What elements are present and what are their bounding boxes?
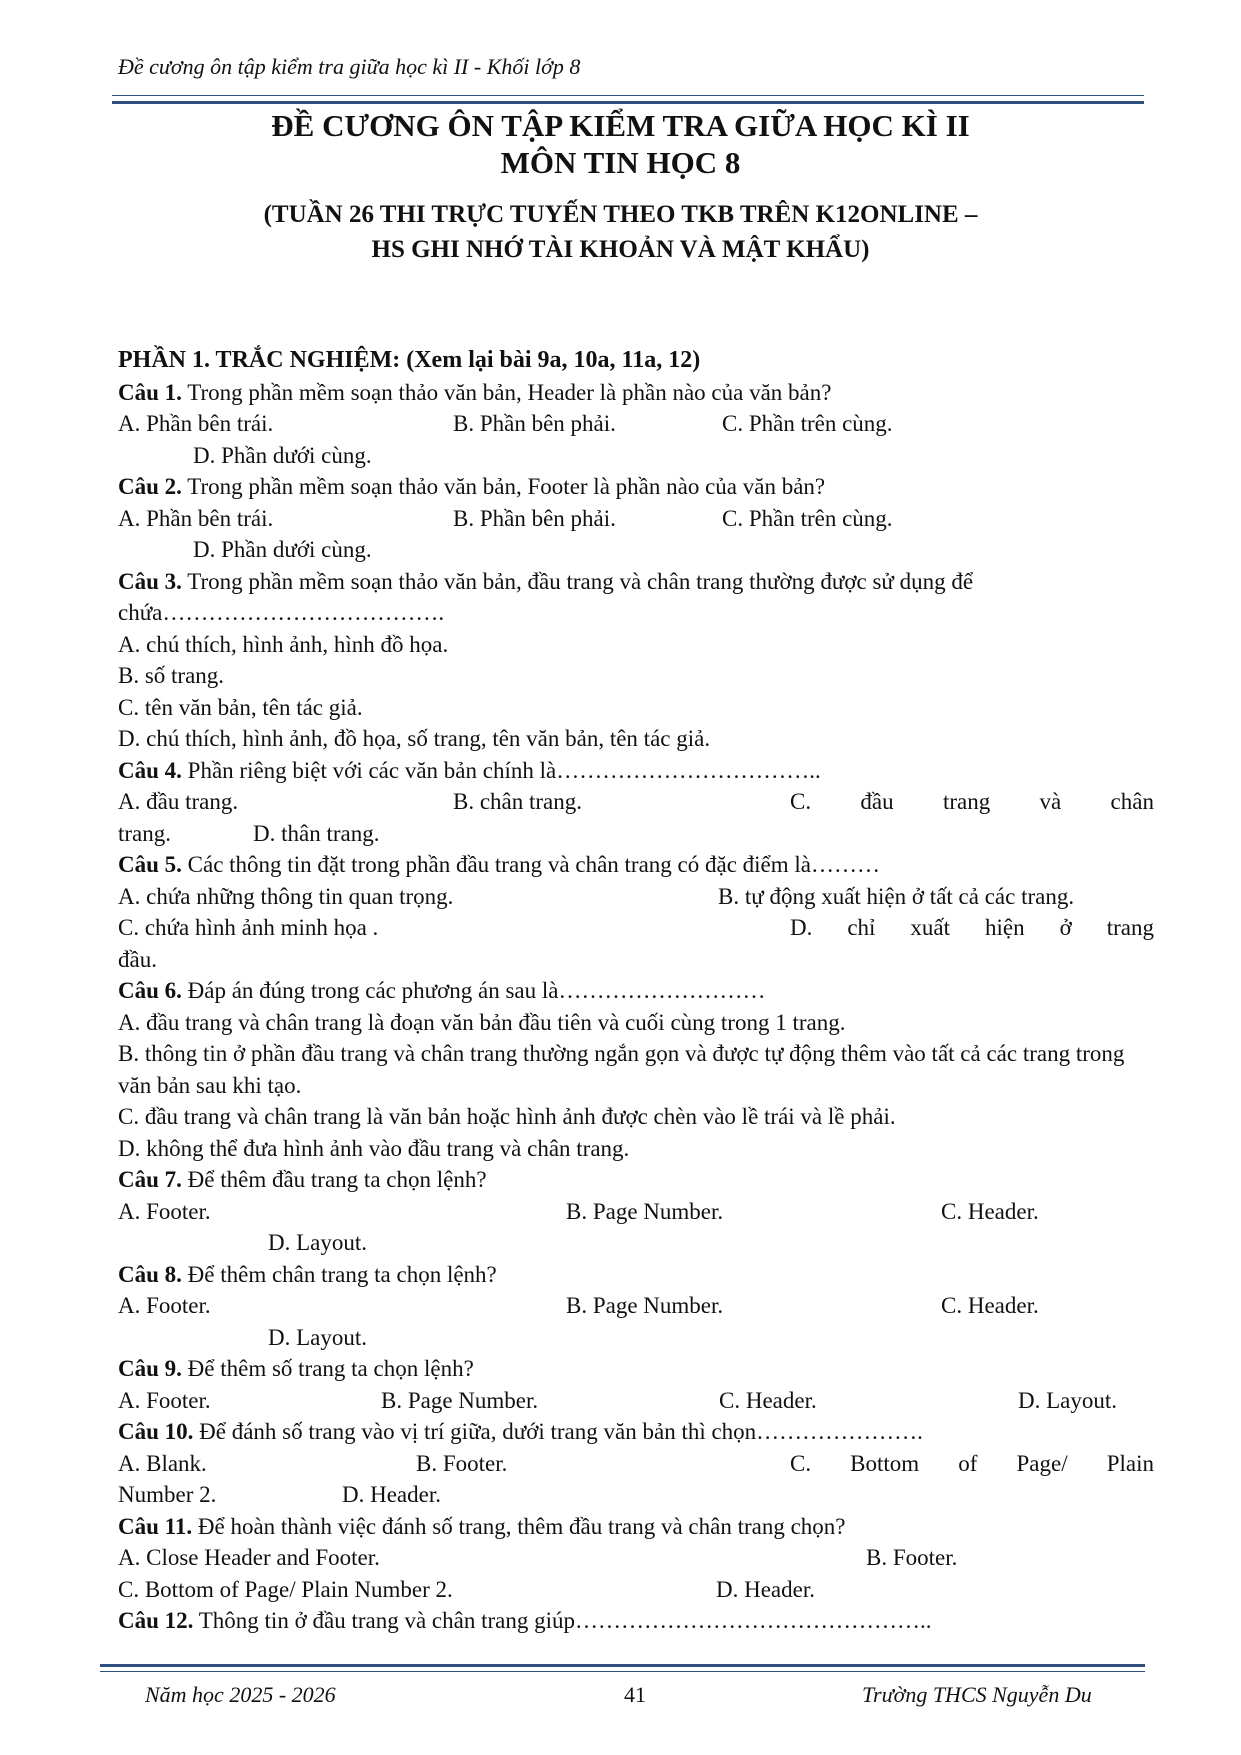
option-b: B. thông tin ở phần đầu trang và chân trang thường ngắn gọn và được tự động thêm vào tất cả các trang trong văn bản sau khi tạo. bbox=[118, 1041, 1125, 1098]
option-c-word: Page/ bbox=[1016, 1450, 1068, 1476]
option-c-word: of bbox=[958, 1450, 978, 1476]
question-text: Để hoàn thành việc đánh số trang, thêm đầu trang và chân trang chọn? bbox=[192, 1513, 846, 1539]
question-label: Câu 12. bbox=[118, 1608, 194, 1633]
options-row bbox=[118, 503, 1154, 535]
option-a: A. Footer. bbox=[118, 1198, 211, 1224]
option-c: C. Bottom of Page/ Plain Number 2. bbox=[118, 1576, 453, 1602]
question-text: Để thêm đầu trang ta chọn lệnh? bbox=[181, 1167, 487, 1192]
option-d bbox=[790, 912, 1154, 944]
option-a: A. Footer. bbox=[118, 1387, 211, 1413]
running-header: Đề cương ôn tập kiểm tra giữa học kì II - Khối lớp 8 bbox=[118, 54, 581, 79]
option-d: D. Layout. bbox=[268, 1230, 368, 1255]
option-b: B. Page Number. bbox=[381, 1387, 539, 1413]
option-c: C. Phần trên cùng. bbox=[722, 411, 893, 436]
question-label: Câu 2. bbox=[118, 474, 182, 499]
option-c-word: C. bbox=[790, 789, 812, 814]
options-row bbox=[118, 818, 1154, 850]
question-text: Để thêm chân trang ta chọn lệnh? bbox=[181, 1261, 497, 1287]
option-d-end: đầu. bbox=[118, 946, 157, 972]
question-11 bbox=[118, 1511, 1154, 1543]
question-1 bbox=[118, 377, 1154, 409]
option-c-end: Number 2. bbox=[118, 1482, 217, 1507]
option-c: C. Header. bbox=[941, 1293, 1039, 1318]
question-4 bbox=[118, 755, 1154, 787]
option-c: C. Header. bbox=[941, 1198, 1039, 1224]
header-rule bbox=[112, 95, 1144, 104]
question-text: Để thêm số trang ta chọn lệnh? bbox=[181, 1356, 474, 1381]
option-a: A. Phần bên trái. bbox=[118, 411, 274, 436]
options-row bbox=[118, 408, 1154, 440]
option-c-word: đầu bbox=[860, 789, 894, 814]
question-label: Câu 11. bbox=[118, 1513, 193, 1539]
question-text: Trong phần mềm soạn thảo văn bản, đầu trang và chân trang thường được sử dụng để chứa………………………………. bbox=[118, 568, 974, 625]
option-d-word: trang bbox=[1106, 915, 1154, 940]
options-row bbox=[118, 1196, 1154, 1228]
option-d: D. Header. bbox=[716, 1576, 815, 1602]
option-a: A. Phần bên trái. bbox=[118, 505, 274, 531]
options-row bbox=[118, 1448, 1154, 1480]
option-d-word: D. bbox=[790, 915, 813, 940]
options-row bbox=[118, 1574, 1154, 1606]
question-label: Câu 9. bbox=[118, 1356, 182, 1381]
option-d: D. Phần dưới cùng. bbox=[193, 537, 372, 562]
option-c: C. Header. bbox=[719, 1387, 817, 1413]
question-text: Trong phần mềm soạn thảo văn bản, Header là phần nào của văn bản? bbox=[181, 379, 832, 405]
option-b: B. tự động xuất hiện ở tất cả các trang. bbox=[718, 883, 1075, 909]
options-row bbox=[118, 912, 1154, 944]
question-5 bbox=[118, 849, 1154, 881]
option-d-word: xuất bbox=[910, 915, 951, 940]
option-d-word: ở bbox=[1059, 915, 1072, 940]
doc-note-line2: HS GHI NHỚ TÀI KHOẢN VÀ MẬT KHẨU) bbox=[371, 236, 870, 263]
option-b: B. Phần bên phải. bbox=[453, 411, 616, 436]
option-c-end: trang. bbox=[118, 820, 172, 846]
question-10 bbox=[118, 1416, 1154, 1448]
footer-school-year: Năm học 2025 - 2026 bbox=[145, 1682, 336, 1707]
option-c-word: và bbox=[1039, 789, 1062, 814]
option-a: A. chú thích, hình ảnh, hình đồ họa. bbox=[118, 631, 449, 657]
option-b: B. Footer. bbox=[866, 1545, 958, 1570]
options-row bbox=[118, 786, 1154, 818]
question-label: Câu 5. bbox=[118, 852, 182, 877]
question-text: Trong phần mềm soạn thảo văn bản, Footer là phần nào của văn bản? bbox=[181, 474, 826, 499]
question-label: Câu 3. bbox=[118, 568, 182, 594]
doc-note-line1: (TUẦN 26 THI TRỰC TUYẾN THEO TKB TRÊN K12ONLINE – bbox=[263, 201, 978, 228]
options-row bbox=[118, 1542, 1154, 1574]
question-text: Thông tin ở đầu trang và chân trang giúp……………………………………….. bbox=[193, 1608, 932, 1633]
option-c: C. tên văn bản, tên tác giả. bbox=[118, 694, 363, 720]
page-number: 41 bbox=[624, 1682, 646, 1707]
question-text: Phần riêng biệt với các văn bản chính là…………………………….. bbox=[181, 757, 821, 783]
question-text: Đáp án đúng trong các phương án sau là……………………… bbox=[181, 978, 766, 1003]
option-b: B. Page Number. bbox=[566, 1198, 724, 1224]
doc-title-line1: ĐỀ CƯƠNG ÔN TẬP KIỂM TRA GIỮA HỌC KÌ II bbox=[271, 108, 970, 143]
options-row bbox=[118, 1290, 1154, 1322]
question-6 bbox=[118, 975, 1154, 1007]
question-label: Câu 1. bbox=[118, 379, 182, 405]
option-b: B. chân trang. bbox=[453, 789, 583, 814]
question-9 bbox=[118, 1353, 1154, 1385]
option-d-word: hiện bbox=[985, 915, 1025, 940]
question-2 bbox=[118, 471, 1154, 503]
option-c bbox=[790, 1448, 1154, 1480]
question-label: Câu 10. bbox=[118, 1419, 194, 1444]
option-c: C. chứa hình ảnh minh họa . bbox=[118, 915, 379, 940]
doc-title-line2: MÔN TIN HỌC 8 bbox=[500, 145, 741, 180]
options-row bbox=[118, 1385, 1154, 1417]
option-c-word: chân bbox=[1110, 789, 1154, 814]
option-c-word: Bottom bbox=[850, 1450, 920, 1476]
question-3 bbox=[118, 566, 1154, 629]
question-label: Câu 6. bbox=[118, 978, 182, 1003]
option-d: D. không thể đưa hình ảnh vào đầu trang và chân trang. bbox=[118, 1135, 630, 1161]
option-a: A. đầu trang. bbox=[118, 789, 239, 814]
option-b: B. Phần bên phải. bbox=[453, 505, 616, 531]
question-list bbox=[118, 345, 1154, 1637]
option-a: A. Footer. bbox=[118, 1293, 211, 1318]
section-heading: PHẦN 1. TRẮC NGHIỆM: (Xem lại bài 9a, 10a, 11a, 12) bbox=[118, 347, 701, 373]
option-d-word: chỉ bbox=[847, 915, 876, 940]
option-b: B. Page Number. bbox=[566, 1293, 724, 1318]
option-b: B. Footer. bbox=[416, 1450, 508, 1476]
question-7 bbox=[118, 1164, 1154, 1196]
question-label: Câu 4. bbox=[118, 757, 182, 783]
option-b: B. số trang. bbox=[118, 663, 225, 688]
question-label: Câu 7. bbox=[118, 1167, 182, 1192]
option-d: D. Header. bbox=[342, 1482, 441, 1507]
question-12 bbox=[118, 1605, 1154, 1637]
option-c: C. Phần trên cùng. bbox=[722, 505, 893, 531]
option-d: D. Phần dưới cùng. bbox=[193, 442, 372, 468]
option-c-word: trang bbox=[942, 789, 991, 814]
option-c-word: C. bbox=[790, 1450, 812, 1476]
option-d: D. Layout. bbox=[1018, 1387, 1118, 1413]
option-c bbox=[790, 786, 1154, 818]
question-label: Câu 8. bbox=[118, 1261, 182, 1287]
option-a: A. Blank. bbox=[118, 1450, 207, 1476]
option-a: A. Close Header and Footer. bbox=[118, 1545, 380, 1570]
option-c-word: Plain bbox=[1106, 1450, 1154, 1476]
option-d: D. Layout. bbox=[268, 1324, 368, 1350]
option-d: D. chú thích, hình ảnh, đồ họa, số trang, tên văn bản, tên tác giả. bbox=[118, 726, 711, 751]
option-d: D. thân trang. bbox=[253, 820, 380, 846]
question-8 bbox=[118, 1259, 1154, 1291]
options-row bbox=[118, 1479, 1154, 1511]
question-text: Các thông tin đặt trong phần đầu trang và chân trang có đặc điểm là……… bbox=[181, 852, 881, 877]
option-a: A. chứa những thông tin quan trọng. bbox=[118, 883, 454, 909]
option-a: A. đầu trang và chân trang là đoạn văn bản đầu tiên và cuối cùng trong 1 trang. bbox=[118, 1009, 846, 1035]
footer-rule bbox=[100, 1664, 1145, 1672]
question-text: Để đánh số trang vào vị trí giữa, dưới trang văn bản thì chọn…………………. bbox=[193, 1419, 923, 1444]
footer-school-name: Trường THCS Nguyễn Du bbox=[862, 1682, 1092, 1707]
option-c: C. đầu trang và chân trang là văn bản hoặc hình ảnh được chèn vào lề trái và lề phải. bbox=[118, 1104, 896, 1129]
options-row bbox=[118, 881, 1154, 913]
